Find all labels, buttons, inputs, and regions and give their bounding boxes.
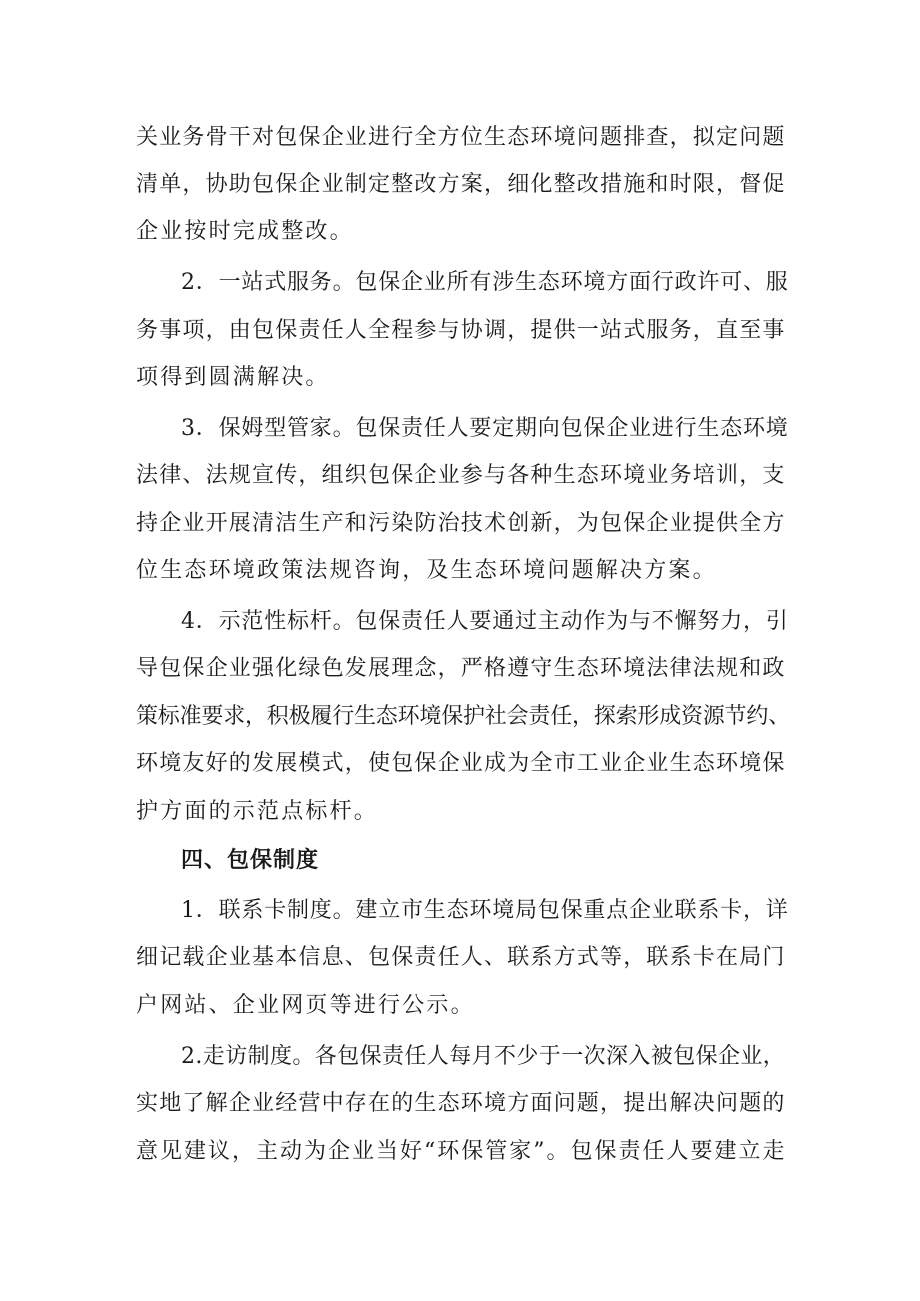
paragraph-line: 意见建议，主动为企业当好“环保管家”。包保责任人要建立走 xyxy=(136,1139,787,1164)
paragraph-line: 3．保姆型管家。包保责任人要定期向包保企业进行生态环境 xyxy=(181,416,789,441)
paragraph-line: 2.走访制度。各包保责任人每月不少于一次深入被包保企业， xyxy=(181,1044,786,1069)
section-heading: 四、包保制度 xyxy=(181,848,320,873)
paragraph-line: 企业按时完成整改。 xyxy=(136,219,354,244)
paragraph-line: 2．一站式服务。包保企业所有涉生态环境方面行政许可、服 xyxy=(181,270,789,295)
paragraph-line: 1．联系卡制度。建立市生态环境局包保重点企业联系卡，详 xyxy=(181,898,789,923)
paragraph-line: 清单，协助包保企业制定整改方案，细化整改措施和时限，督促 xyxy=(136,172,786,197)
paragraph-line: 项得到圆满解决。 xyxy=(136,365,330,390)
paragraph-line: 导包保企业强化绿色发展理念，严格遵守生态环境法律法规和政 xyxy=(136,656,786,681)
paragraph-line: 细记载企业基本信息、包保责任人、联系方式等，联系卡在局门 xyxy=(136,945,786,970)
paragraph-line: 持企业开展清洁生产和污染防治技术创新，为包保企业提供全方 xyxy=(136,511,786,536)
paragraph-line: 务事项，由包保责任人全程参与协调，提供一站式服务，直至事 xyxy=(136,318,786,343)
paragraph-line: 位生态环境政策法规咨询，及生态环境问题解决方案。 xyxy=(136,558,717,583)
paragraph-line: 护方面的示范点标杆。 xyxy=(136,799,379,824)
paragraph-line: 户网站、企业网页等进行公示。 xyxy=(136,993,475,1018)
paragraph-line: 4．示范性标杆。包保责任人要通过主动作为与不懈努力，引 xyxy=(181,609,789,634)
paragraph-line: 环境友好的发展模式，使包保企业成为全市工业企业生态环境保 xyxy=(136,751,786,776)
paragraph-line: 法律、法规宣传，组织包保企业参与各种生态环境业务培训，支 xyxy=(136,463,786,488)
paragraph-line: 策标准要求，积极履行生态环境保护社会责任，探索形成资源节约、 xyxy=(136,704,791,729)
paragraph-line: 关业务骨干对包保企业进行全方位生态环境问题排查，拟定问题 xyxy=(136,125,786,150)
paragraph-line: 实地了解企业经营中存在的生态环境方面问题，提出解决问题的 xyxy=(136,1091,786,1116)
